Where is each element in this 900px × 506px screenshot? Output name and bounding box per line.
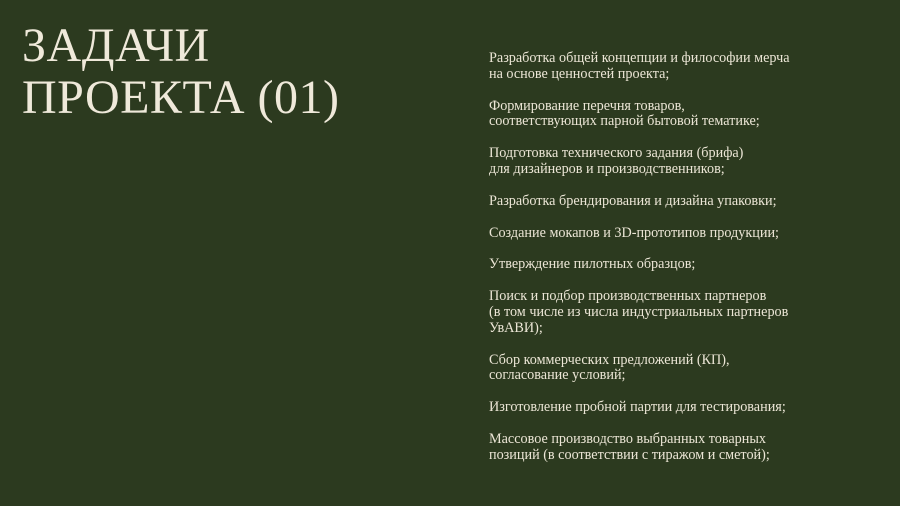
task-item: Подготовка технического задания (брифа) для дизайнеров и производственников; [489, 145, 744, 177]
slide-title [22, 20, 340, 124]
task-item: Поиск и подбор производственных партнеров (в том числе из числа индустриальных партнеров УвАВИ); [489, 288, 789, 336]
task-item: Сбор коммерческих предложений (КП), согласование условий; [489, 351, 730, 384]
task-item: Разработка общей концепции и философии мерча на основе ценностей проекта; [489, 50, 790, 82]
task-list [489, 51, 889, 480]
slide-title-line-1: ЗАДАЧИ [22, 19, 210, 72]
task-item: Массовое производство выбранных товарных позиций (в соответствии с тиражом и сметой); [489, 430, 770, 463]
slide-title-line-2: ПРОЕКТА (01) [22, 71, 340, 124]
task-item: Создание мокапов и 3D-прототипов продукции; [489, 224, 779, 241]
task-item: Формирование перечня товаров, соответствующих парной бытовой тематике; [489, 97, 760, 130]
task-item: Изготовление пробной партии для тестирования; [489, 399, 786, 416]
task-item: Утверждение пилотных образцов; [489, 256, 696, 273]
task-item: Разработка брендирования и дизайна упаковки; [489, 192, 777, 209]
